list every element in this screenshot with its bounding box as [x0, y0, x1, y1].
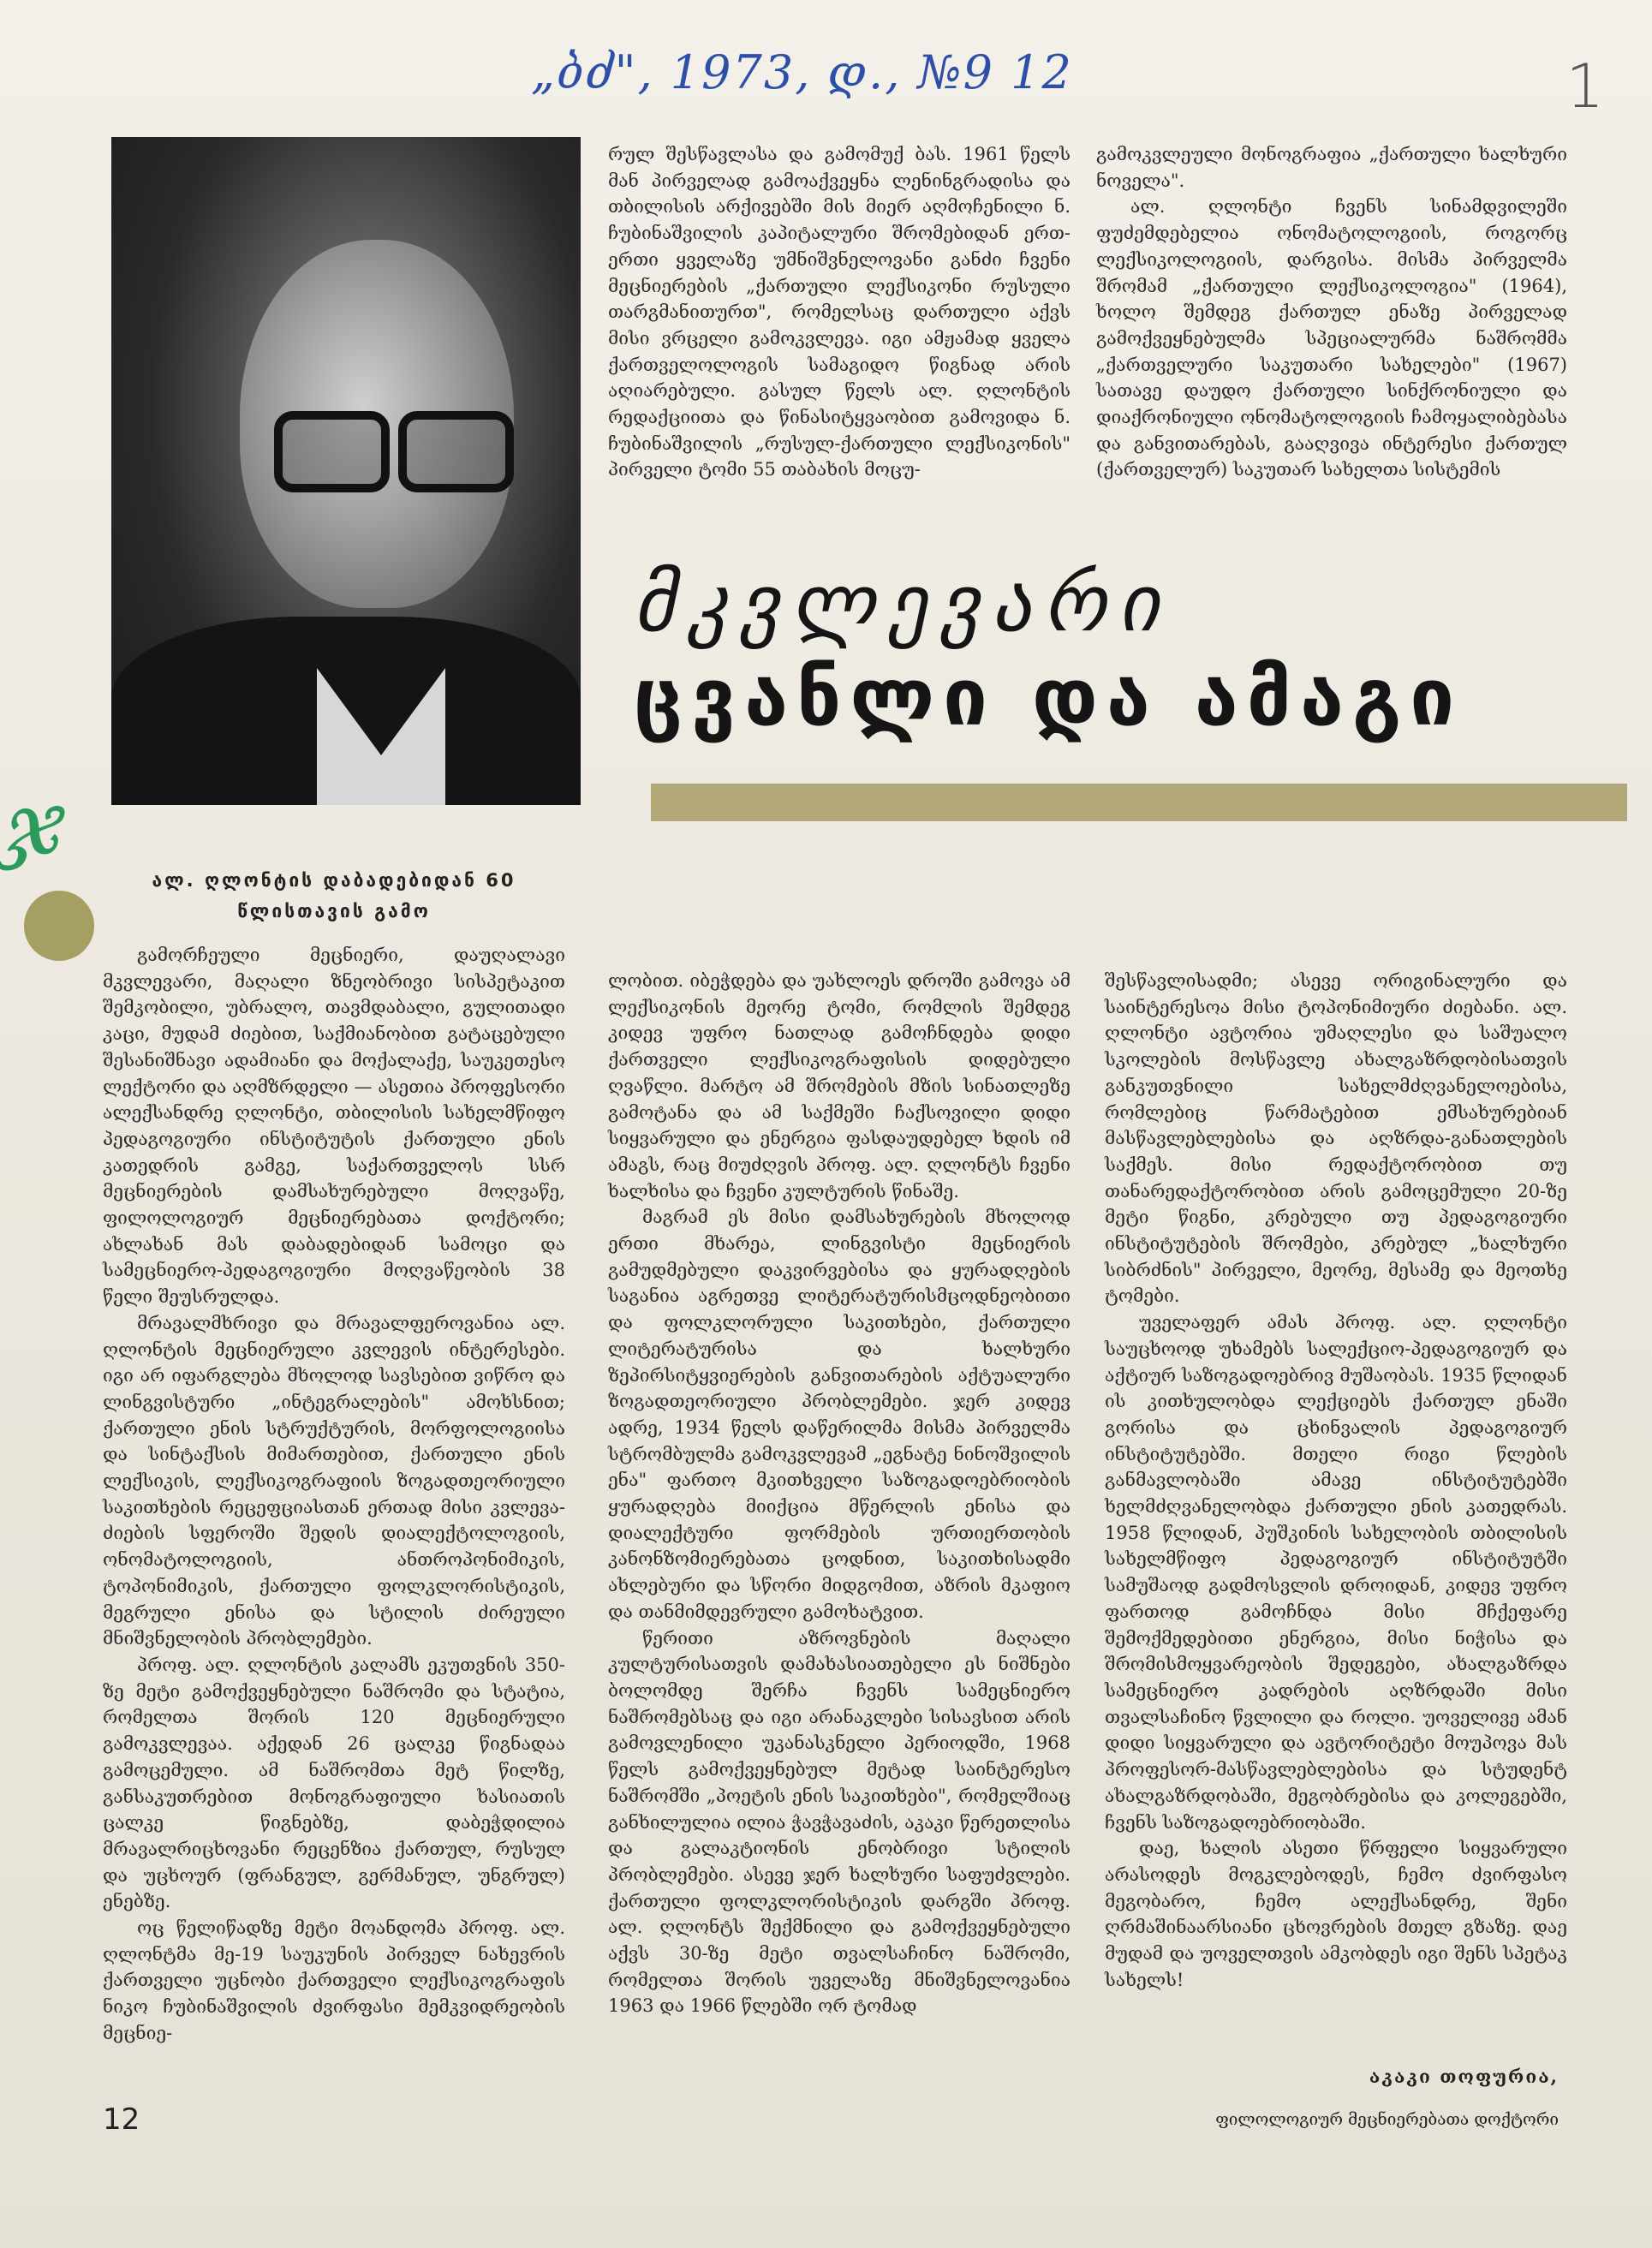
decorative-circle — [24, 891, 94, 961]
author-title: ფილოლოგიურ მეცნიერებათა დოქტორი — [1215, 2110, 1559, 2129]
paragraph: შესწავლისადმი; ასევე ორიგინალური და საინტერესოა მისი ტოპონიმიური ძიებანი. ალ. ღლონტი ავტორია უმაღლესი და საშუალო სკოლების მოსწავლე ახალგაზრდობისათვის განკუთვნილი სახელმძღვანელოებისა, რომლებიც წარმატებით ემსახურებიან მასწავლებლებისა და აღზრდა-განათლების საქმეს. მისი რედაქტორობით თუ თანარედაქტორობით არის გამოცემული 20-ზე მეტი წიგნი, კრებული თუ პედაგოგიური ინსტიტუტების შრომები, კრებულ „ხალხური სიბრძნის" პირველი, მეორე, მესამე და მეოთხე ტომები. — [1105, 970, 1567, 1307]
paragraph: უველაფერ ამას პროფ. ალ. ღლონტი საუცხოოდ უხამებს სალექციო-პედაგოგიურ და აქტიურ საზოგადოებრივ მუშაობას. 1935 წლიდან ის კითხულობდა ლექციებს ქართულ ენაში გორისა და ცხინვალის პედაგოგიურ ინსტიტუტებში. მთელი რიგი წლების განმავლობაში ამავე ინსტიტუტებში ხელმძღვანელობდა ქართული ენის კათედრას. 1958 წლიდან, პუშკინის სახელობის თბილისის სახელმწიფო პედაგოგიურ ინსტიტუტში სამუშაოდ გადმოსვლის დროიდან, კიდევ უფრო ფართოდ გამოჩნდა მისი მჩქეფარე შემოქმედებითი ენერგია, მისი ნიჭისა და შრომისმოყვარეობის შედეგები, ახალგაზრდა სამეცნიერო კადრების აღზრდაში მისი თვალსაჩინო წვლილი და როლი. უოველივე ამან დიდი სიყვარული და ავტორიტეტი მოუპოვა მას პროფესორ-მასწავლებლებისა და სტუდენტ ახალგაზრდობაში, მეგობრებისა და კოლეგებში, ჩვენს საზოგადოებრიობაში. — [1105, 1312, 1567, 1833]
paragraph: პროფ. ალ. ღლონტის კალამს ეკუთვნის 350-ზე მეტი გამოქვეყნებული ნაშრომი და სტატია, რომელთა შორის 120 მეცნიერული გამოკვლევაა. აქედან 26 ცალკე წიგნადაა გამოცემული. ამ ნაშრომთა მეტ წილზე, განსაკუთრებით მონოგრაფიული ხასიათის ცალკე წიგნებზე, დაბეჭდილია მრავალრიცხოვანი რეცენზია ქართულ, რუსულ და უცხოურ (ფრანგულ, გერმანულ, უნგრულ) ენებზე. — [103, 1654, 565, 1912]
column-top-middle — [608, 141, 1071, 483]
headline-line-1: მკვლევარი — [634, 558, 1172, 649]
paragraph: მრავალმხრივი და მრავალფეროვანია ალ. ღლონტის მეცნიერული კვლევის ინტერესები. იგი არ იფარგლება მხოლოდ სავსებით ვიწრო და ლინგვისტური „ინტეგრალების" ამოხსნით; ქართული ენის სტრუქტურის, მორფოლოგიისა და სინტაქსის მიმართებით, ქართული ენის ლექსიკის, ლექსიკოგრაფიის ზოგადთეორიული საკითხების რეცეფციასთან ერთად მისი კვლევა-ძიების სფეროში შედის დიალექტოლოგიის, ონომატოლოგიის, ანთროპონიმიკის, ტოპონიმიკის, ქართული ფოლკლორისტიკის, მეგრული ენისა და სტილის ძირეული მნიშვნელობის პრობლემები. — [103, 1312, 565, 1649]
column-3 — [1105, 968, 1567, 1993]
page-number: 12 — [103, 2102, 140, 2137]
author-signature — [1113, 2055, 1559, 2141]
headline-underline-bar — [651, 784, 1627, 821]
portrait-glasses-left — [274, 411, 390, 492]
paragraph: ოც წელიწადზე მეტი მოანდომა პროფ. ალ. ღლონტმა მე-19 საუკუნის პირველ ნახევრის ქართველი უცნობი ქართველი ლექსიკოგრაფის ნიკო ჩუბინაშვილის ძვირფასი მემკვიდრეობის მეცნიე- — [103, 1917, 565, 2043]
paragraph: გამოკვლეული მონოგრაფია „ქართული ხალხური ნოველა". — [1096, 144, 1567, 191]
portrait-photo — [111, 137, 581, 805]
paragraph: ალ. ღლონტი ჩვენს სინამდვილეში ფუძემდებელია ონომატოლოგიის, როგორც ლექსიკოლოგიის, დარგისა. მისმა პირველმა შრომამ „ქართული ლექსიკოლოგია" (1964), ხოლო შემდეგ ქართულ ენაზე პირველად გამოქვეყნებულმა სპეციალურმა ნაშრომმა „ქართველური საკუთარი სახელები" (1967) სათავე დაუდო ქართული სინქრონიული და დიაქრონიული ონომატოლოგიის ჩამოყალიბებასა და განვითარებას, გააღვივა ინტერესი ქართულ (ქართველურ) საკუთარ სახელთა სისტემის — [1096, 196, 1567, 480]
headline-line-2: ცვანლი და ამაგი — [634, 652, 1464, 743]
margin-handwritten-mark: ჯ — [5, 772, 65, 872]
paragraph: ლობით. იბეჭდება და უახლოეს დროში გამოვა ამ ლექსიკონის მეორე ტომი, რომლის შემდეგ კიდევ უფრო ნათლად გამოჩნდება დიდი ქართველი ლექსიკოგრაფისის დიდებული ღვაწლი. მარტო ამ შრომების მზის სინათლეზე გამოტანა და ამ საქმეში ჩაქსოვილი დიდი სიყვარული და ენერგია ფასდაუდებელ ხდის იმ ამაგს, რაც მიუძღვის პროფ. ალ. ღლონტს ჩვენი ხალხისა და ჩვენი კულტურის წინაშე. — [608, 970, 1071, 1202]
paragraph: მაგრამ ეს მისი დამსახურების მხოლოდ ერთი მხარეა, ლინგვისტი მეცნიერის გამუდმებული დაკვირვებისა და ყურადღების საგანია აგრეთვე ლიტერატურისმცოდნეობითი და ფოლკლორული საკითხები, ქართული ლიტერატურისა და ხალხური ზეპირსიტყვიერების განვითარების აქტუალური ზოგადთეორიული პრობლემები. ჯერ კიდევ ადრე, 1934 წელს დაწერილმა მისმა პირველმა სტრომბულმა გამოკვლევამ „ეგნატე ნინოშვილის ენა" ფართო მკითხველი საზოგადოებრიობის ყურადღება მიიქცია მწერლის ენისა და დიალექტური ფორმების ურთიერთობის კანონზომიერებათა ცოდნით, საკითხისადმი ახლებური და სწორი მიდგომით, აზრის მკაფიო და თანმიმდევრული გამოხატვით. — [608, 1207, 1071, 1622]
author-name: აკაკი თოფურია, — [1369, 2066, 1559, 2087]
paragraph: დაე, ხალის ასეთი წრფელი სიყვარული არასოდეს მოგკლებოდეს, ჩემო ძვირფასო მეგობარო, ჩემო ალექსანდრე, შენი ღრმაშინაარსიანი ცხოვრების მთელ გზაზე. დაე მუდამ და უოველთვის ამკობდეს იგი შენს სპეტაკ სახელს! — [1105, 1838, 1567, 1990]
column-2 — [608, 968, 1071, 2019]
paragraph: გამორჩეული მეცნიერი, დაუღალავი მკვლევარი, მაღალი ზნეობრივი სისპეტაკით შემკობილი, უბრალო, თავმდაბალი, გულითადი კაცი, მუდამ ძიებით, საქმიანობით გატაცებული შესანიშნავი ადამიანი და მოქალაქე, საუკეთესო ლექტორი და აღმზრდელი — ასეთია პროფესორი ალექსანდრე ღლონტი, თბილისის სახელმწიფო პედაგოგიური ინსტიტუტის ქართული ენის კათედრის გამგე, საქართველოს სსრ მეცნიერების დამსახურებული მოღვაწე, ფილოლოგიურ მეცნიერებათა დოქტორი; ახლახან მას დაბადებიდან სამოცი და სამეცნიერო-პედაგოგიური მოღვაწეობის 38 წელი შეუსრულდა. — [103, 945, 565, 1308]
paragraph: რულ შესწავლასა და გამომუქ ბას. 1961 წელს მან პირველად გამოაქვეყნა ლენინგრადისა და თბილისის არქივებში მის მიერ აღმოჩენილი ნ. ჩუბინაშვილის კაპიტალური შრომებიდან ერთ-ერთი ყველაზე უმნიშვნელოვანი განძი ჩვენი მეცნიერების „ქართული ლექსიკონი რუსული თარგმანითურთ", რომელსაც დართული აქვს მისი ვრცელი გამოკვლევა. იგი ამჟამად ყველა ქართველოლოგის სამაგიდო წიგნად არის აღიარებული. გასულ წელს ალ. ღლონტის რედაქციითა და წინასიტყვაობით გამოვიდა ნ. ჩუბინაშვილის „რუსულ-ქართული ლექსიკონის" პირველი ტომი 55 თაბახის მოცუ- — [608, 144, 1071, 480]
corner-page-mark: 1 — [1566, 51, 1604, 122]
paragraph: წერითი აზროვნების მაღალი კულტურისათვის დამახასიათებელი ეს ნიშნები ბოლომდე შერჩა ჩვენს სამეცნიერო ნაშრომებსაც და იგი არანაკლები სისავსით არის გამოვლენილი უკანასკნელი პერიოდში, 1968 წელს გამოქვეყნებულ მეტად საინტერესო ნაშრომში „პოეტის ენის საკითხები", რომელშიაც განხილულია ილია ჭავჭავაძის, აკაკი წერეთლისა და გალაკტიონის ენობრივი სტილის პრობლემები. ასევე ჯერ ხალხური საფუძვლები. ქართული ფოლკლორისტიკის დარგში პროფ. ალ. ღლონტს შექმნილი და გამოქვეყნებული აქვს 30-ზე მეტი თვალსაჩინო ნაშრომი, რომელთა შორის უველაზე მნიშვნელოვანია 1963 და 1966 წლებში ორ ტომად — [608, 1627, 1071, 2017]
column-1 — [103, 942, 565, 2047]
column-top-right — [1096, 141, 1567, 483]
portrait-glasses-right — [398, 411, 514, 492]
handwritten-citation: „ბძ", 1973, დ., №9 12 — [531, 45, 1073, 99]
article-headline — [634, 557, 1490, 745]
article-subheading: ალ. ღლონტის დაბადებიდან 60 წლისთავის გამო — [152, 870, 516, 921]
